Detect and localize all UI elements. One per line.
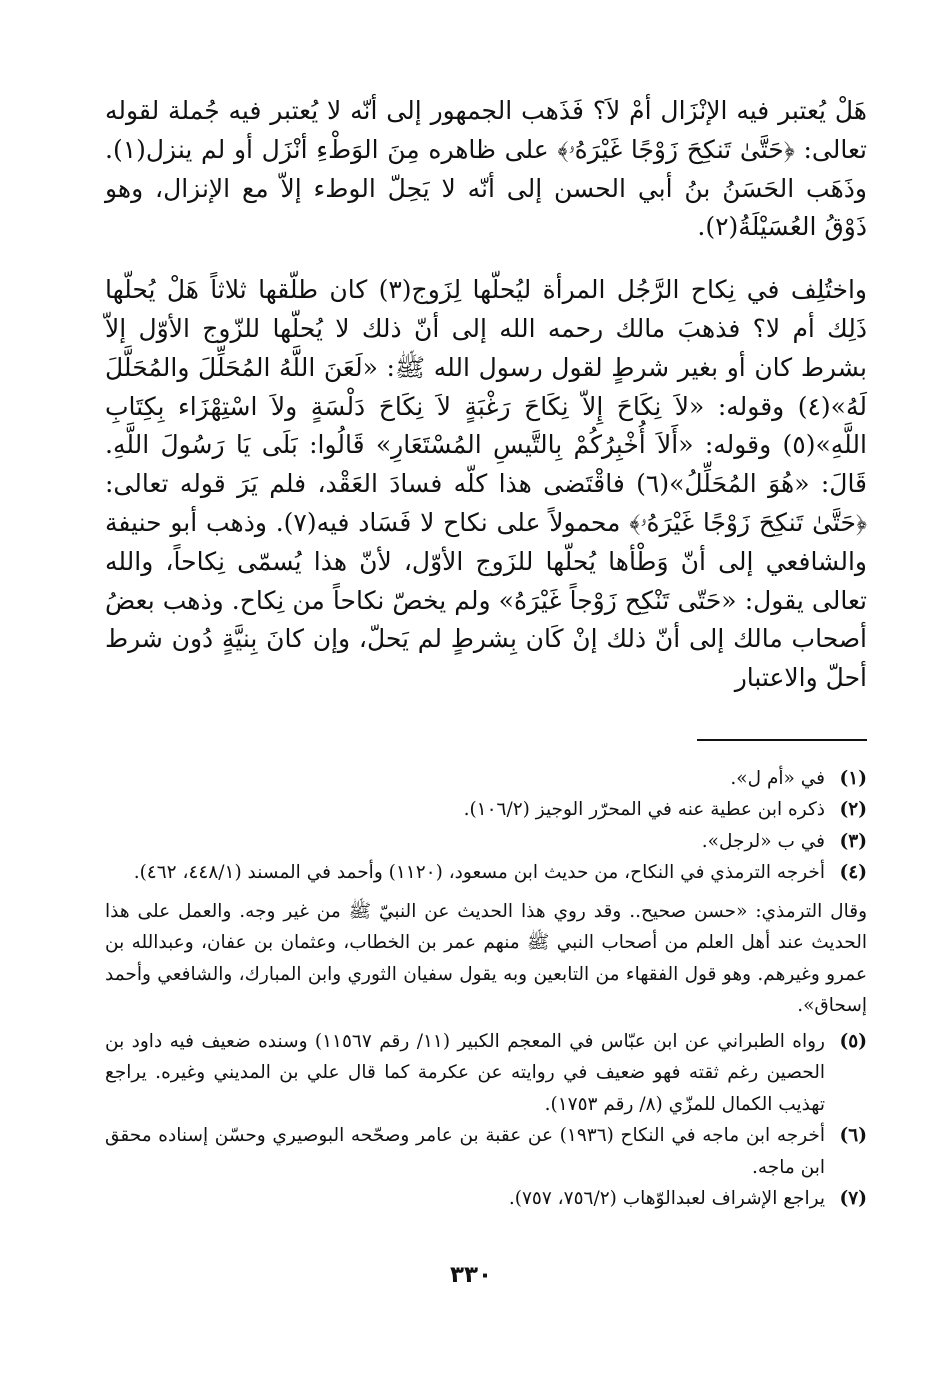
- footnote-7: [105, 1183, 867, 1215]
- footnote-number: (٤): [839, 862, 867, 884]
- footnote-number: (٥): [839, 1030, 867, 1052]
- paragraph-2: واختُلِف في نِكاح الرَّجُل المرأة ليُحلّها لِزَوج(٣) كان طلّقها ثلاثاً هَلْ يُحلّها ذَلِك أم لا؟ فذهبَ مالك رحمه الله إلى أنّ ذلك لا يُحلّها للزّوج الأوّل إلاّ بشرط كان أو بغير شرطٍ لقول رسول الله ﷺ: «لَعَنَ اللَّهُ المُحَلِّلَ والمُحَلَّلَ لَهُ»(٤) وقوله: «لاَ نِكَاحَ إِلاّ نِكَاحَ رَغْبَةٍ لاَ نِكَاحَ دَلْسَةٍ ولاَ اسْتِهْزَاء بِكِتَابِ اللَّهِ»(٥) وقوله: «أَلاَ أُخْبِرُكُمْ بِالتَّيسِ المُسْتَعَارِ» قَالُوا: بَلَى يَا رَسُولَ اللَّهِ. قَالَ: «هُوَ المُحَلِّلُ»(٦) فاقْتَضى هذا كلّه فسادَ العَقْد، فلم يَرَ قوله تعالى: ﴿حَتَّىٰ تَنكِحَ زَوْجًا غَيْرَهُۥ﴾ محمولاً على نكاح لا فَسَاد فيه(٧). وذهب أبو حنيفة والشافعي إلى أنّ وَطْأها يُحلّها للزَوج الأوّل، لأنّ هذا يُسمّى نِكاحاً، والله تعالى يقول: «حَتّى تَنْكِح زَوْجاً غَيْرَهُ» ولم يخصّ نكاحاً من نِكاح. وذهب بعضُ أصحاب مالك إلى أنّ ذلك إنْ كَان بِشرطٍ لم يَحلّ، وإن كانَ بِنيَّةٍ دُون شرط أحلّ والاعتبار: [105, 275, 868, 693]
- footnote-number: (٧): [839, 1188, 867, 1210]
- footnote-6: [105, 1120, 867, 1183]
- footnote-number: (٦): [839, 1125, 867, 1147]
- footnote-text: رواه الطبراني عن ابن عبّاس في المعجم الكبير (١١/ رقم ١١٥٦٧) وسنده ضعيف فيه داود بن الحصين رغم ثقته فهو ضعيف في روايته عن عكرمة كما قال علي بن المديني وغيره. يراجع تهذيب الكمال للمزّي (٨/ رقم ١٧٥٣).: [105, 1030, 825, 1115]
- footnote-number: (٢): [839, 799, 867, 821]
- page-body: [105, 92, 867, 1215]
- footnote-2: [105, 794, 867, 826]
- footnote-1: [105, 763, 867, 795]
- footnotes: [105, 763, 867, 1215]
- footnote-text: في «أم ل».: [730, 767, 825, 789]
- footnote-number: (١): [839, 767, 867, 789]
- footnote-number: (٣): [839, 830, 867, 852]
- footnote-text: في ب «لرجل».: [701, 830, 825, 852]
- footnote-4-continuation: وقال الترمذي: «حسن صحيح.. وقد روي هذا الحديث عن النبيّ ﷺ من غير وجه. والعمل على هذا الحديث عند أهل العلم من أصحاب النبي ﷺ منهم عمر بن الخطاب، وعثمان بن عفان، وعبدالله بن عمرو وغيرهم. وهو قول الفقهاء من التابعين وبه يقول سفيان الثوري وابن المبارك، والشافعي وأحمد إسحاق».: [105, 900, 867, 1017]
- footnote-5: [105, 1026, 867, 1121]
- footnote-text: أخرجه ابن ماجه في النكاح (١٩٣٦) عن عقبة بن عامر وصحّحه البوصيري وحسّن إسناده محقق ابن ماجه.: [105, 1125, 825, 1178]
- main-text: [105, 92, 867, 698]
- footnote-text: يراجع الإشراف لعبدالوّهاب (٧٥٦/٢، ٧٥٧).: [508, 1188, 825, 1210]
- footnote-text: أخرجه الترمذي في النكاح، من حديث ابن مسعود، (١١٢٠) وأحمد في المسند (٤٤٨/١، ٤٦٢).: [133, 862, 825, 884]
- footnote-3: [105, 826, 867, 858]
- paragraph-1: هَلْ يُعتبر فيه الإنْزَال أمْ لاَ؟ فَذَهب الجمهور إلى أنّه لا يُعتبر فيه جُملة لقوله تعالى: ﴿حَتَّىٰ تَنكِحَ زَوْجًا غَيْرَهُۥ﴾ على ظاهره مِنَ الوَطْءِ أنْزَل أو لم ينزل(١). وذَهَب الحَسَنُ بنُ أبي الحسن إلى أنّه لا يَحِلّ الوطء إلاّ مع الإنزال، وهو ذَوْقُ العُسَيْلَةُ(٢).: [105, 96, 867, 242]
- footnote-text: ذكره ابن عطية عنه في المحرّر الوجيز (١٠٦/٢).: [463, 799, 825, 821]
- page-number: ٣٣٠: [449, 1262, 493, 1288]
- footnote-4: [105, 857, 867, 889]
- footnote-separator: [697, 739, 867, 741]
